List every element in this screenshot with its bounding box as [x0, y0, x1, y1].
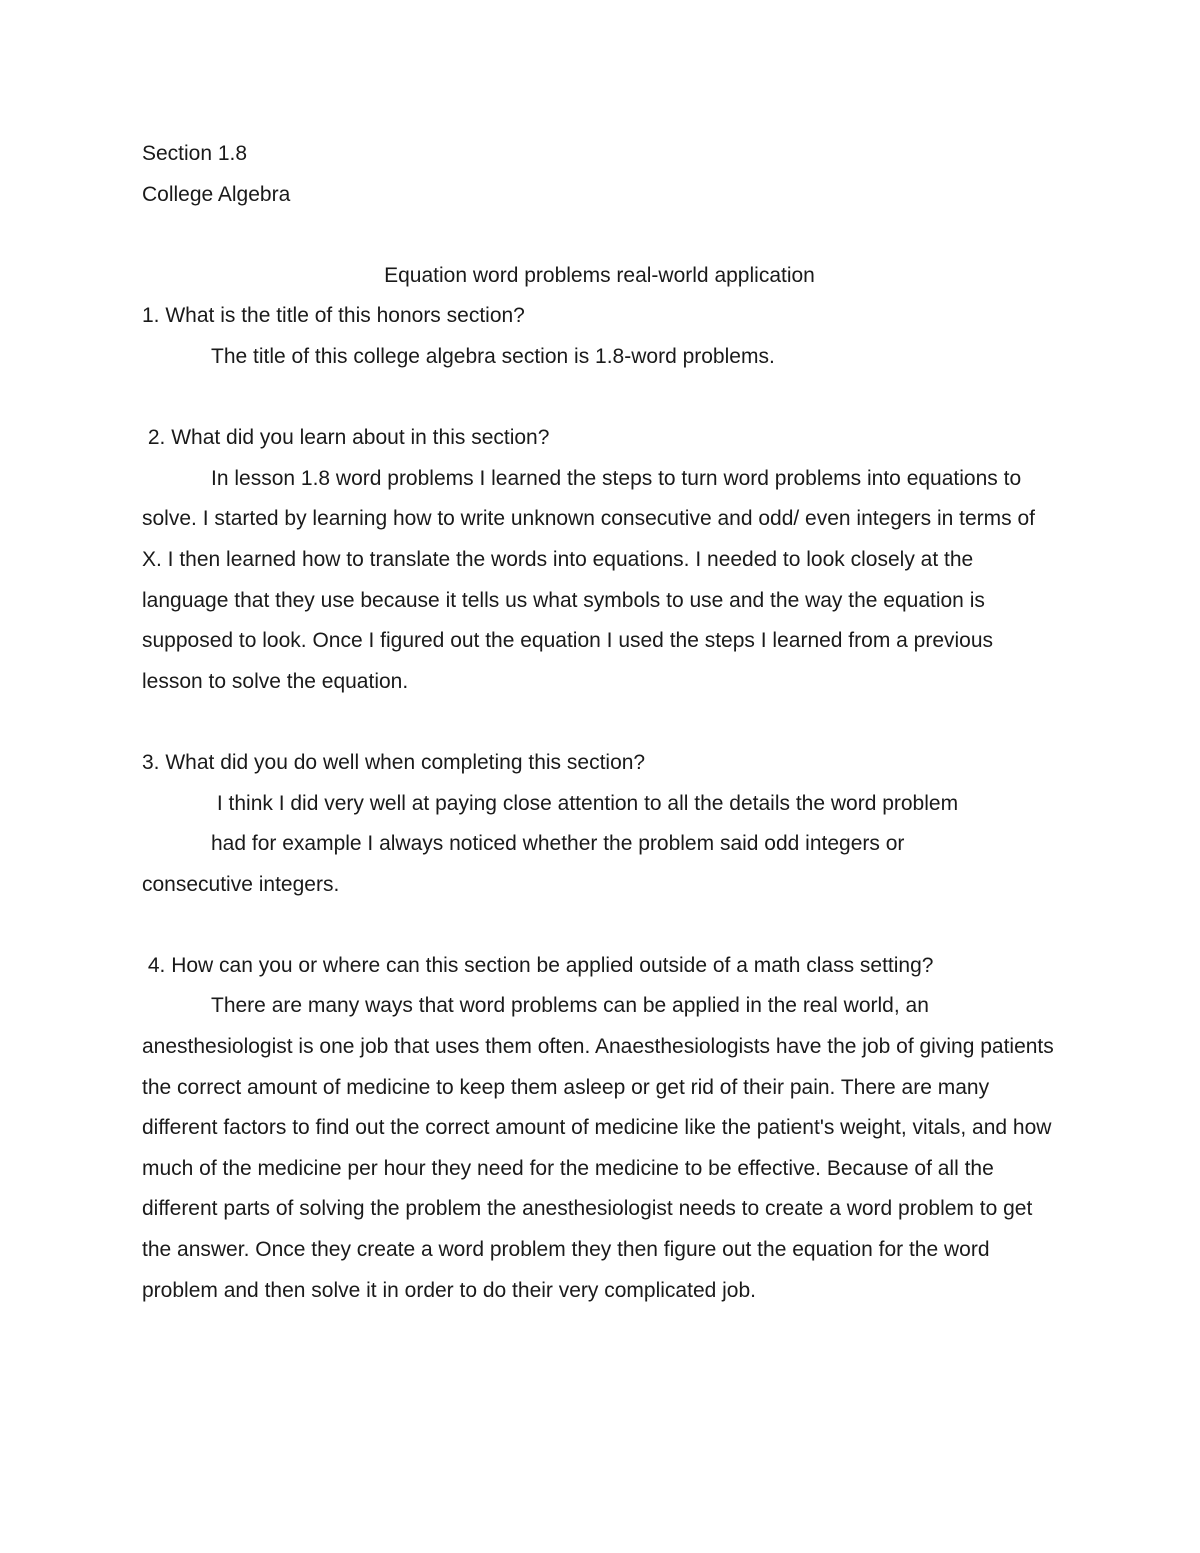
section-number: Section 1.8 [142, 142, 248, 165]
answer-3-line-2: had for example I always noticed whether the problem said odd integers or [211, 832, 905, 856]
document-page [142, 134, 1057, 1311]
spacer [142, 215, 1057, 256]
spacer [142, 378, 1057, 419]
question-1: 1. What is the title of this honors section? [142, 304, 525, 328]
answer-2: In lesson 1.8 word problems I learned the steps to turn word problems into equations to solve. I started by learning how to write unknown consecutive and odd/ even integers in terms of X. I then learned how to translate the words into equations. I needed to look closely at the language that they use because it tells us what symbols to use and the way the equation is supposed to look. Once I figured out the equation I used the steps I learned from a previous lesson to solve the equation. [142, 466, 1035, 693]
spacer [142, 905, 1057, 946]
spacer [142, 702, 1057, 743]
document-title: Equation word problems real-world application [384, 263, 815, 287]
question-4: 4. How can you or where can this section be applied outside of a math class setting? [142, 953, 934, 977]
question-2: 2. What did you learn about in this section? [142, 426, 550, 450]
course-name: College Algebra [142, 182, 291, 206]
answer-3-line-3: consecutive integers. [142, 872, 340, 896]
answer-3-line-1: I think I did very well at paying close attention to all the details the word problem [211, 791, 959, 815]
question-3: 3. What did you do well when completing this section? [142, 750, 646, 774]
answer-1: The title of this college algebra section is 1.8-word problems. [211, 344, 775, 368]
answer-4: There are many ways that word problems can be applied in the real world, an anesthesiologist is one job that uses them often. Anaesthesiologists have the job of giving patients the correct amount of medicine to keep them asleep or get rid of their pain. There are many different factors to find out the correct amount of medicine like the patient's weight, vitals, and how much of the medicine per hour they need for the medicine to be effective. Because of all the different parts of solving the problem the anesthesiologist needs to create a word problem to get the answer. Once they create a word problem they then figure out the equation for the word problem and then solve it in order to do their very complicated job. [142, 994, 1054, 1302]
